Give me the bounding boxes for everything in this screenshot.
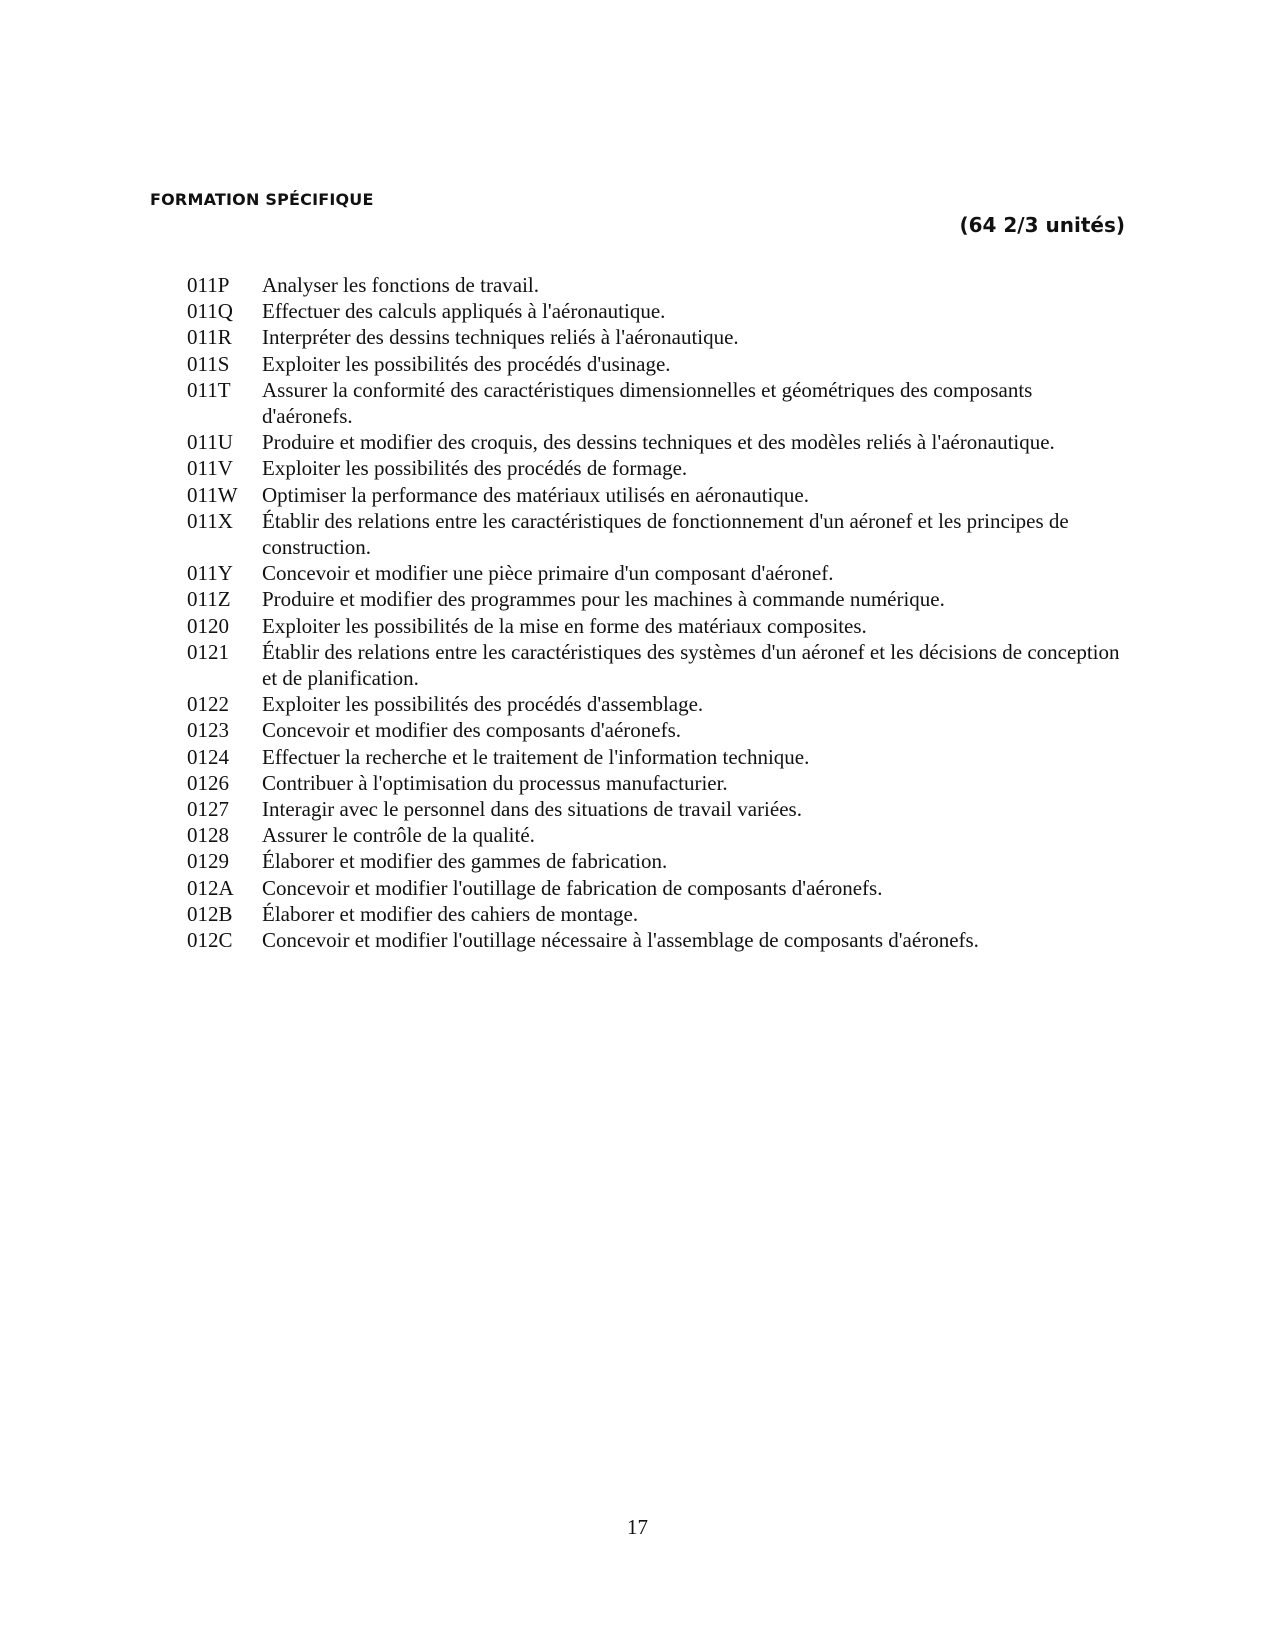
course-code: 011U [187, 430, 233, 455]
course-item [187, 455, 1122, 481]
course-item [187, 324, 1122, 350]
course-item [187, 377, 1122, 429]
course-code: 011Q [187, 299, 233, 324]
course-item [187, 848, 1122, 874]
course-item [187, 482, 1122, 508]
course-code: 011Y [187, 561, 233, 586]
course-title: Établir des relations entre les caractéristiques des systèmes d'un aéronef et les décisions de conception et de planification. [262, 639, 1120, 691]
course-code: 012C [187, 928, 233, 953]
course-item [187, 822, 1122, 848]
course-title: Exploiter les possibilités de la mise en forme des matériaux composites. [262, 613, 867, 638]
course-code: 0124 [187, 744, 229, 769]
course-title: Contribuer à l'optimisation du processus manufacturier. [262, 770, 728, 795]
course-code: 0128 [187, 823, 229, 848]
course-code: 0120 [187, 613, 229, 638]
course-title: Exploiter les possibilités des procédés d'assemblage. [262, 692, 704, 717]
page-number: 17 [627, 1515, 648, 1539]
section-heading: FORMATION SPÉCIFIQUE [150, 190, 374, 209]
course-title: Concevoir et modifier une pièce primaire d'un composant d'aéronef. [262, 561, 834, 586]
course-item [187, 429, 1122, 455]
course-title: Optimiser la performance des matériaux utilisés en aéronautique. [262, 482, 809, 507]
course-code: 012B [187, 901, 233, 926]
course-item [187, 351, 1122, 377]
course-item [187, 298, 1122, 324]
course-item [187, 272, 1122, 298]
course-title: Assurer le contrôle de la qualité. [262, 823, 535, 848]
course-code: 011R [187, 325, 232, 350]
course-code: 012A [187, 875, 234, 900]
course-item [187, 691, 1122, 717]
course-title: Élaborer et modifier des gammes de fabrication. [262, 849, 668, 874]
course-title: Analyser les fonctions de travail. [262, 273, 539, 297]
units-total: (64 2/3 unités) [959, 213, 1125, 237]
course-item [187, 927, 1122, 953]
course-code: 0123 [187, 718, 229, 743]
course-title: Produire et modifier des croquis, des dessins techniques et des modèles reliés à l'aéronautique. [262, 430, 1055, 455]
course-code: 011P [187, 273, 230, 297]
course-code: 011V [187, 456, 233, 481]
course-title: Interagir avec le personnel dans des situations de travail variées. [262, 797, 802, 822]
course-title: Concevoir et modifier l'outillage nécessaire à l'assemblage de composants d'aéronefs. [262, 928, 979, 953]
course-item [187, 560, 1122, 586]
course-code: 011T [187, 377, 231, 402]
course-title: Concevoir et modifier l'outillage de fabrication de composants d'aéronefs. [262, 875, 883, 900]
course-title: Produire et modifier des programmes pour les machines à commande numérique. [262, 587, 945, 612]
course-item [187, 717, 1122, 743]
course-code: 0126 [187, 770, 229, 795]
course-code: 0129 [187, 849, 229, 874]
course-title: Effectuer la recherche et le traitement de l'information technique. [262, 744, 810, 769]
course-item [187, 508, 1122, 560]
course-code: 0127 [187, 797, 229, 822]
course-item [187, 586, 1122, 612]
course-title: Interpréter des dessins techniques reliés à l'aéronautique. [262, 325, 739, 350]
course-item [187, 770, 1122, 796]
course-code: 011Z [187, 587, 231, 612]
course-item [187, 639, 1122, 691]
course-item [187, 613, 1122, 639]
course-title: Concevoir et modifier des composants d'aéronefs. [262, 718, 681, 743]
course-title: Assurer la conformité des caractéristiques dimensionnelles et géométriques des composants d'aéronefs. [262, 377, 1033, 429]
course-title: Établir des relations entre les caractéristiques de fonctionnement d'un aéronef et les principes de construction. [262, 508, 1069, 560]
course-item [187, 901, 1122, 927]
course-item [187, 875, 1122, 901]
course-code: 011S [187, 351, 230, 376]
course-code: 0122 [187, 692, 229, 717]
course-code: 0121 [187, 639, 229, 664]
course-title: Exploiter les possibilités des procédés de formage. [262, 456, 688, 481]
course-item [187, 796, 1122, 822]
course-list [187, 272, 1122, 953]
course-title: Effectuer des calculs appliqués à l'aéronautique. [262, 299, 666, 324]
course-title: Exploiter les possibilités des procédés d'usinage. [262, 351, 671, 376]
course-title: Élaborer et modifier des cahiers de montage. [262, 901, 639, 926]
course-code: 011X [187, 508, 233, 533]
course-item [187, 744, 1122, 770]
course-code: 011W [187, 482, 238, 507]
